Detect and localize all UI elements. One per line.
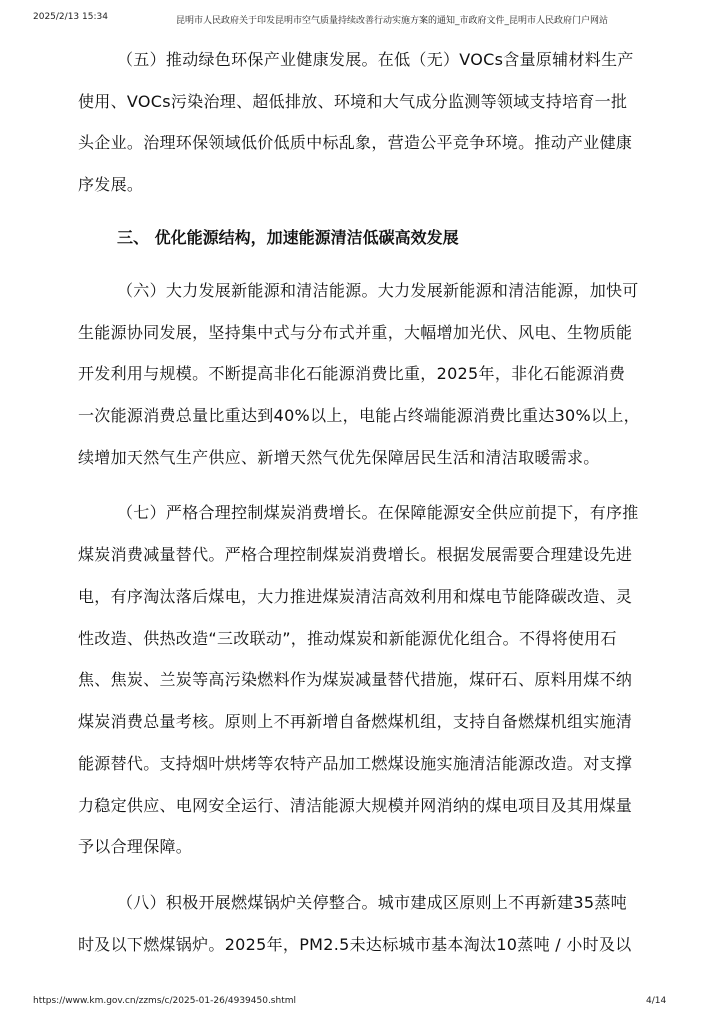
paragraph-7-line-3: 电，有序淘汰落后煤电，大力推进煤炭清洁高效利用和煤电节能降碳改造、灵 [78,587,633,606]
paragraph-5-line-3: 头企业。治理环保领域低价低质中标乱象，营造公平竞争环境。推动产业健康 [78,133,633,152]
paragraph-5-line-1: （五）推动绿色环保产业健康发展。在低（无）VOCs含量原辅材料生产 [117,50,634,69]
paragraph-7-line-5: 焦、焦炭、兰炭等高污染燃料作为煤炭减量替代措施，煤矸石、原料用煤不纳 [78,670,633,689]
paragraph-5-line-2: 使用、VOCs污染治理、超低排放、环境和大气成分监测等领域支持培育一批 [78,92,628,111]
paragraph-6-line-5: 续增加天然气生产供应、新增天然气优先保障居民生活和清洁取暖需求。 [78,448,600,467]
print-page-number: 4/14 [646,996,667,1006]
paragraph-7-line-6: 煤炭消费总量考核。原则上不再新增自备燃煤机组，支持自备燃煤机组实施清 [78,712,633,731]
paragraph-7-line-9: 予以合理保障。 [78,837,193,856]
paragraph-6-line-1: （六）大力发展新能源和清洁能源。大力发展新能源和清洁能源，加快可 [117,281,639,300]
paragraph-7-line-2: 煤炭消费减量替代。严格合理控制煤炭消费增长。根据发展需要合理建设先进 [78,545,633,564]
paragraph-7-line-7: 能源替代。支持烟叶烘烤等农特产品加工燃煤设施实施清洁能源改造。对支撑 [78,754,633,773]
section-heading-3: 三、 优化能源结构，加速能源清洁低碳高效发展 [117,228,459,247]
document-body [0,40,706,880]
paragraph-8-line-2: 时及以下燃煤锅炉。2025年，PM2.5未达标城市基本淘汰10蒸吨 / 小时及以 [78,935,632,954]
print-datetime: 2025/2/13 15:34 [33,12,108,22]
paragraph-6-line-3: 开发利用与规模。不断提高非化石能源消费比重，2025年，非化石能源消费 [78,364,626,383]
paragraph-6-line-2: 生能源协同发展，坚持集中式与分布式并重，大幅增加光伏、风电、生物质能 [78,323,633,342]
document-body-continued [0,880,706,980]
print-url: https://www.km.gov.cn/zzms/c/2025-01-26/4939450.shtml [33,996,296,1006]
print-page-title: 昆明市人民政府关于印发昆明市空气质量持续改善行动实施方案的通知_市政府文件_昆明市人民政府门户网站 [176,16,609,26]
paragraph-6-line-4: 一次能源消费总量比重达到40%以上，电能占终端能源消费比重达30%以上， [78,406,640,425]
paragraph-7-line-1: （七）严格合理控制煤炭消费增长。在保障能源安全供应前提下，有序推 [117,503,639,522]
paragraph-8-line-1: （八）积极开展燃煤锅炉关停整合。城市建成区原则上不再新建35蒸吨 [117,893,627,912]
paragraph-7-line-8: 力稳定供应、电网安全运行、清洁能源大规模并网消纳的煤电项目及其用煤量 [78,796,633,815]
paragraph-7-line-4: 性改造、供热改造“三改联动”，推动煤炭和新能源优化组合。不得将使用石 [78,629,617,648]
paragraph-5-line-4: 序发展。 [78,175,144,194]
